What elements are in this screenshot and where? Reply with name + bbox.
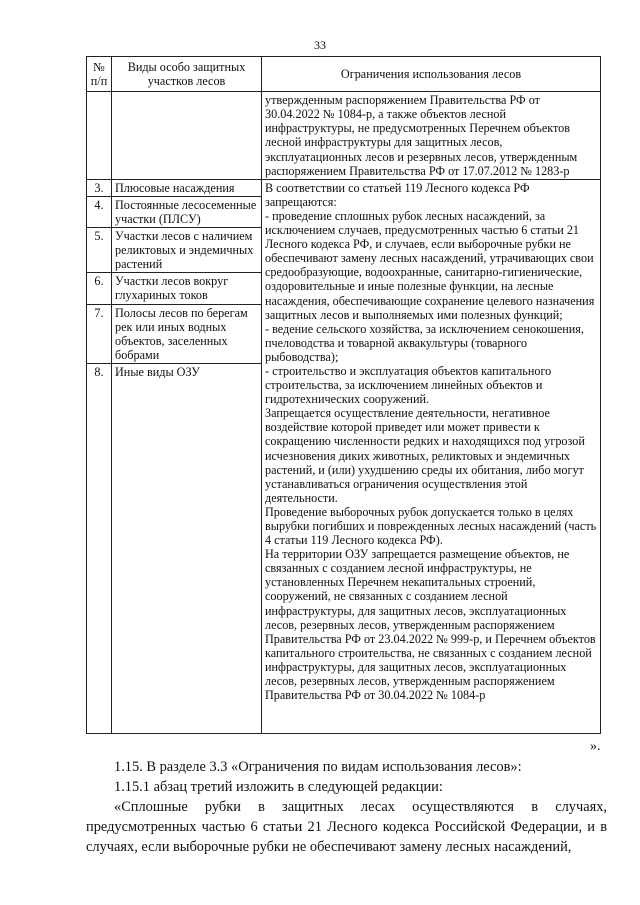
row-zone-name: Полосы лесов по берегам рек или иных водных объектов, заселенных бобрами — [112, 304, 262, 363]
row-num: 5. — [87, 228, 112, 273]
row-zone-name: Иные виды ОЗУ — [112, 363, 262, 733]
row-zone-name: Участки лесов с наличием реликтовых и эндемичных растений — [112, 228, 262, 273]
body-paragraphs — [86, 757, 607, 857]
row-num: 7. — [87, 304, 112, 363]
restriction-paragraph: На территории ОЗУ запрещается размещение объектов, не связанных с созданием лесной инфраструктуры, не установленных Перечнем некапитальных строений, сооружений, не связанных с созданием лесной инфраструктуры, для защитных лесов, эксплуатационных лесов, резервных лесов, утвержденным распоряжением Правительства РФ от 23.04.2022 № 999-р, и Перечнем объектов капитального строительства, не связанных с созданием лесной инфраструктуры, для защитных лесов, эксплуатационных лесов, резервных лесов, утвержденным распоряжением Правительства РФ от 30.04.2022 № 1084-р — [265, 547, 596, 703]
row-num: 3. — [87, 179, 112, 196]
restriction-paragraph: Запрещается осуществление деятельности, негативное воздействие которой приведет или может привести к сокращению численности редких и находящихся под угрозой исчезновения диких животных, реликтовых и эндемичных растений, и (или) ухудшению среды их обитания, либо могут устанавливаться ограничения осуществления этой деятельности. — [265, 406, 585, 505]
paragraph-1-15: 1.15. В разделе 3.3 «Ограничения по видам использования лесов»: — [114, 759, 522, 775]
paragraph-quote: «Сплошные рубки в защитных лесах осуществляются в случаях, предусмотренных частью 6 статьи 21 Лесного кодекса Российской Федерации, и в случаях, если выборочные рубки не обеспечивают замену лесных насаждений, — [86, 799, 607, 855]
header-restrictions: Ограничения использования лесов — [262, 57, 601, 92]
table-row — [87, 179, 601, 196]
header-zone-type: Виды особо защитных участков лесов — [112, 57, 262, 92]
cell-restrictions-continuation: утвержденным распоряжением Правительства РФ от 30.04.2022 № 1084-р, а также объектов лесной инфраструктуры, не предусмотренных Перечнем объектов лесной инфраструктуры для защитных лесов, эксплуатационных лесов и резервных лесов, утвержденным распоряжением Правительства РФ от 17.07.2012 № 1283-р — [262, 92, 601, 180]
paragraph-1-15-1: 1.15.1 абзац третий изложить в следующей редакции: — [114, 779, 443, 795]
row-num: 8. — [87, 363, 112, 733]
protected-zones-table — [86, 56, 601, 734]
table-row-continuation — [87, 92, 601, 180]
restriction-paragraph: - строительство и эксплуатация объектов капитального строительства, за исключением линейных объектов и гидротехнических сооружений. — [265, 363, 552, 407]
cell-zone-empty — [112, 92, 262, 180]
restriction-paragraph: - ведение сельского хозяйства, за исключением сенокошения, пчеловодства и товарной аквакультуры (товарного рыбоводства); — [265, 321, 584, 364]
row-num: 4. — [87, 196, 112, 227]
restriction-paragraph: - проведение сплошных рубок лесных насаждений, за исключением случаев, предусмотренных частью 6 статьи 21 Лесного кодекса РФ, и случаев, если выборочные рубки не обеспечивают замену лесных насаждений, утрачивающих свои средообразующие, водоохранные, санитарно-гигиенические, оздоровительные и иные полезные функции, на лесные насаждения, обеспечивающие сохранение целевого назначения защитных лесов и выполняемых ими полезных функций; — [265, 208, 595, 322]
header-num: № п/п — [87, 57, 112, 92]
row-zone-name: Участки лесов вокруг глухариных токов — [112, 273, 262, 304]
restriction-paragraph: В соответствии со статьей 119 Лесного кодекса РФ запрещаются: — [265, 180, 530, 209]
row-zone-name: Постоянные лесосеменные участки (ПЛСУ) — [112, 196, 262, 227]
closing-quote: ». — [590, 739, 601, 754]
cell-num-empty — [87, 92, 112, 180]
restriction-paragraph: Проведение выборочных рубок допускается только в целях вырубки погибших и поврежденных лесных насаждений (часть 4 статьи 119 Лесного кодекса РФ). — [265, 504, 597, 548]
row-zone-name: Плюсовые насаждения — [112, 179, 262, 196]
page-number: 33 — [314, 38, 326, 52]
table-header-row — [87, 57, 601, 92]
row-num: 6. — [87, 273, 112, 304]
cell-restrictions-merged — [262, 179, 601, 733]
